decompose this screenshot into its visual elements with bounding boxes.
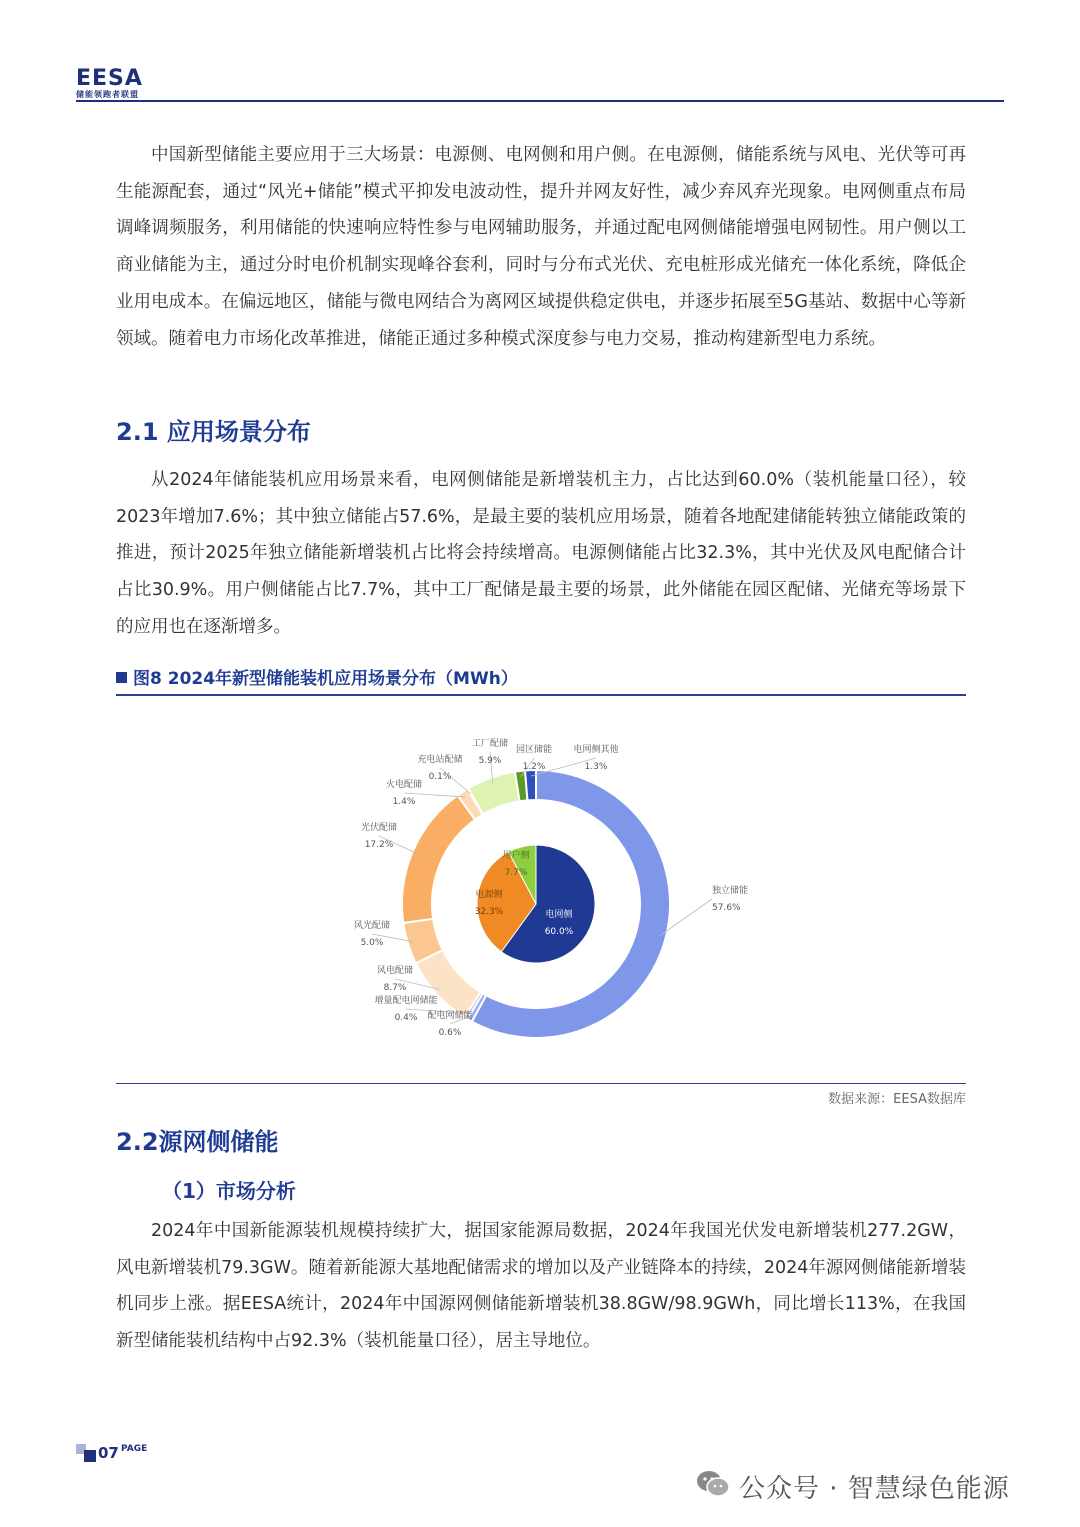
section-2-2-body: 2024年中国新能源装机规模持续扩大，据国家能源局数据，2024年我国光伏发电新增装机277.2GW，风电新增装机79.3GW。随着新能源大基地配储需求的增加以及产业链降本的持续，2024年源网侧储能新增装机同步上涨。据EESA统计，2024年中国源网侧储能新增装机38.8GW/98.9GWh，同比增长113%，在我国新型储能装机结构中占92.3%（装机能量口径），居主导地位。 xyxy=(116,1221,966,1352)
figure-title-text: 图8 2024年新型储能装机应用场景分布（MWh） xyxy=(133,669,518,689)
figure-title-marker xyxy=(116,672,127,683)
outer-label-name-1: 独立储能 xyxy=(712,886,749,896)
figure-source: 数据来源：EESA数据库 xyxy=(828,1092,966,1107)
section-2-2-subtitle: （1）市场分析 xyxy=(162,1179,296,1203)
page-footer xyxy=(76,1440,276,1470)
inner-label-name-3: 用户侧 xyxy=(502,851,530,861)
outer-label-name-8: 充电站配储 xyxy=(417,755,463,765)
figure-top-rule xyxy=(116,694,966,696)
outer-label-name-9: 工厂配储 xyxy=(471,739,509,749)
inner-label-value-2: 32.3% xyxy=(474,907,504,917)
header-divider xyxy=(76,100,1004,102)
inner-pie xyxy=(474,845,595,963)
inner-label-name-1: 电网侧 xyxy=(545,910,573,920)
eesa-logo xyxy=(76,66,143,91)
wechat-icon xyxy=(695,1468,731,1500)
page-label: PAGE xyxy=(121,1444,148,1454)
outer-label-value-11: 1.3% xyxy=(584,762,608,772)
outer-label-name-3: 增量配电网储能 xyxy=(374,996,438,1006)
outer-label-value-10: 1.2% xyxy=(522,762,546,772)
inner-label-value-1: 60.0% xyxy=(544,927,574,937)
outer-label-name-10: 园区储能 xyxy=(515,745,553,755)
logo-text: EESA xyxy=(76,66,143,91)
scenario-donut-chart xyxy=(300,730,760,1060)
outer-label-value-9: 5.9% xyxy=(478,756,502,766)
outer-label-value-6: 17.2% xyxy=(364,840,394,850)
outer-label-value-3: 0.4% xyxy=(394,1013,418,1023)
section-2-1-title: 2.1 应用场景分布 xyxy=(116,418,311,446)
section-2-1-body: 从2024年储能装机应用场景来看，电网侧储能是新增装机主力，占比达到60.0%（装机能量口径），较2023年增加7.6%；其中独立储能占57.6%，是最主要的装机应用场景，随着各地配建储能转独立储能政策的推进，预计2025年独立储能新增装机占比将会持续增高。电源侧储能占比32.3%，其中光伏及风电配储合计占比30.9%。用户侧储能占比7.7%，其中工厂配储是最主要的场景，此外储能在园区配储、光储充等场景下的应用也在逐渐增多。 xyxy=(116,470,966,637)
page-number: 07 xyxy=(98,1444,119,1462)
figure-title xyxy=(116,664,518,689)
outer-slice-4 xyxy=(416,950,481,1017)
outer-label-name-4: 风电配储 xyxy=(376,966,414,976)
page-header xyxy=(76,60,1004,104)
outer-slice-11 xyxy=(525,770,536,800)
outer-label-name-5: 风光配储 xyxy=(353,921,391,931)
intro-paragraph: 中国新型储能主要应用于三大场景：电源侧、电网侧和用户侧。在电源侧，储能系统与风电、光伏等可再生能源配套，通过“风光+储能”模式平抑发电波动性，提升并网友好性，减少弃风弃光现象。电网侧重点布局调峰调频服务，利用储能的快速响应特性参与电网辅助服务，并通过配电网侧储能增强电网韧性。用户侧以工商业储能为主，通过分时电价机制实现峰谷套利，同时与分布式光伏、充电桩形成光储充一体化系统，降低企业用电成本。在偏远地区，储能与微电网结合为离网区域提供稳定供电，并逐步拓展至5G基站、数据中心等新领域。随着电力市场化改革推进，储能正通过多种模式深度参与电力交易，推动构建新型电力系统。 xyxy=(116,145,966,349)
outer-label-value-4: 8.7% xyxy=(383,983,407,993)
outer-label-name-2: 配电网储能 xyxy=(427,1011,473,1021)
footer-square-dark xyxy=(84,1450,96,1462)
outer-label-name-11: 电网侧其他 xyxy=(573,745,619,755)
figure-bottom-rule xyxy=(116,1083,966,1084)
outer-label-name-6: 光伏配储 xyxy=(360,823,398,833)
outer-label-value-5: 5.0% xyxy=(360,938,384,948)
outer-label-value-2: 0.6% xyxy=(438,1028,462,1038)
outer-label-name-7: 火电配储 xyxy=(385,780,423,790)
outer-slice-6 xyxy=(402,795,475,923)
outer-label-value-8: 0.1% xyxy=(428,772,452,782)
wechat-watermark xyxy=(695,1462,1055,1506)
watermark-text: 公众号 · 智慧绿色能源 xyxy=(739,1474,1010,1504)
inner-label-value-3: 7.7% xyxy=(504,868,528,878)
section-2-2-title: 2.2源网侧储能 xyxy=(116,1128,279,1156)
outer-label-value-1: 57.6% xyxy=(712,903,741,913)
inner-label-name-2: 电源侧 xyxy=(475,890,503,900)
outer-label-value-7: 1.4% xyxy=(392,797,416,807)
logo-subtitle: 储能领跑者联盟 xyxy=(76,90,139,99)
